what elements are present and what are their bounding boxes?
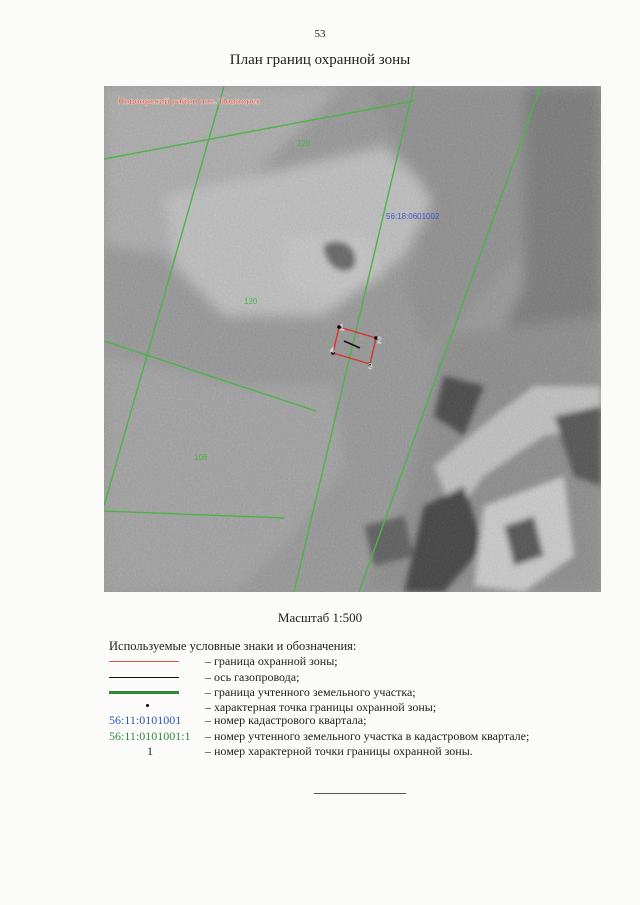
- boundary-point-number: 4: [330, 346, 335, 355]
- legend-item-land-parcel: – граница учтенного земельного участка;: [109, 685, 589, 700]
- aerial-map: [104, 86, 601, 592]
- parcel-number-label: 106: [194, 453, 208, 462]
- legend-title: Используемые условные знаки и обозначения:: [109, 639, 357, 653]
- legend-item-protection-zone: – граница охранной зоны;: [109, 654, 589, 669]
- legend-item-point-number: 1 – номер характерной точки границы охранной зоны.: [147, 744, 473, 758]
- boundary-point-number: 2: [377, 336, 382, 345]
- legend-item-boundary-point: – характерная точка границы охранной зоны;: [109, 700, 589, 715]
- plan-title: План границ охранной зоны: [229, 52, 411, 68]
- page-number: 53: [314, 28, 326, 40]
- green-line-icon: [109, 691, 179, 694]
- dot-icon: [146, 704, 149, 707]
- legend-item-cadastral-quarter: 56:11:0101001 – номер кадастрового квартала;: [109, 713, 367, 727]
- legend-item-gas-pipeline-axis: – ось газопровода;: [109, 670, 589, 685]
- signature-line: [314, 793, 406, 794]
- aerial-photo: [104, 86, 601, 592]
- quarter-code-sample: 56:11:0101001: [109, 713, 182, 727]
- point-number-sample: 1: [147, 744, 153, 758]
- parcel-number-label: 120: [297, 139, 311, 148]
- red-line-icon: [109, 661, 179, 662]
- quarter-number-label: 56:18:0601002: [386, 212, 440, 221]
- parcel-number-label: 120: [244, 297, 258, 306]
- parcel-code-sample: 56:11:0101001:1: [109, 729, 191, 743]
- map-scale: Масштаб 1:500: [277, 610, 363, 625]
- legend-item-parcel-number: 56:11:0101001:1 – номер учтенного земельного участка в кадастровом квартале;: [109, 729, 530, 743]
- black-line-icon: [109, 677, 179, 678]
- boundary-point-number: 3: [368, 362, 373, 371]
- boundary-point-number: 1: [340, 323, 345, 332]
- map-header: Новоорский район пос. Новоорск: [118, 96, 261, 106]
